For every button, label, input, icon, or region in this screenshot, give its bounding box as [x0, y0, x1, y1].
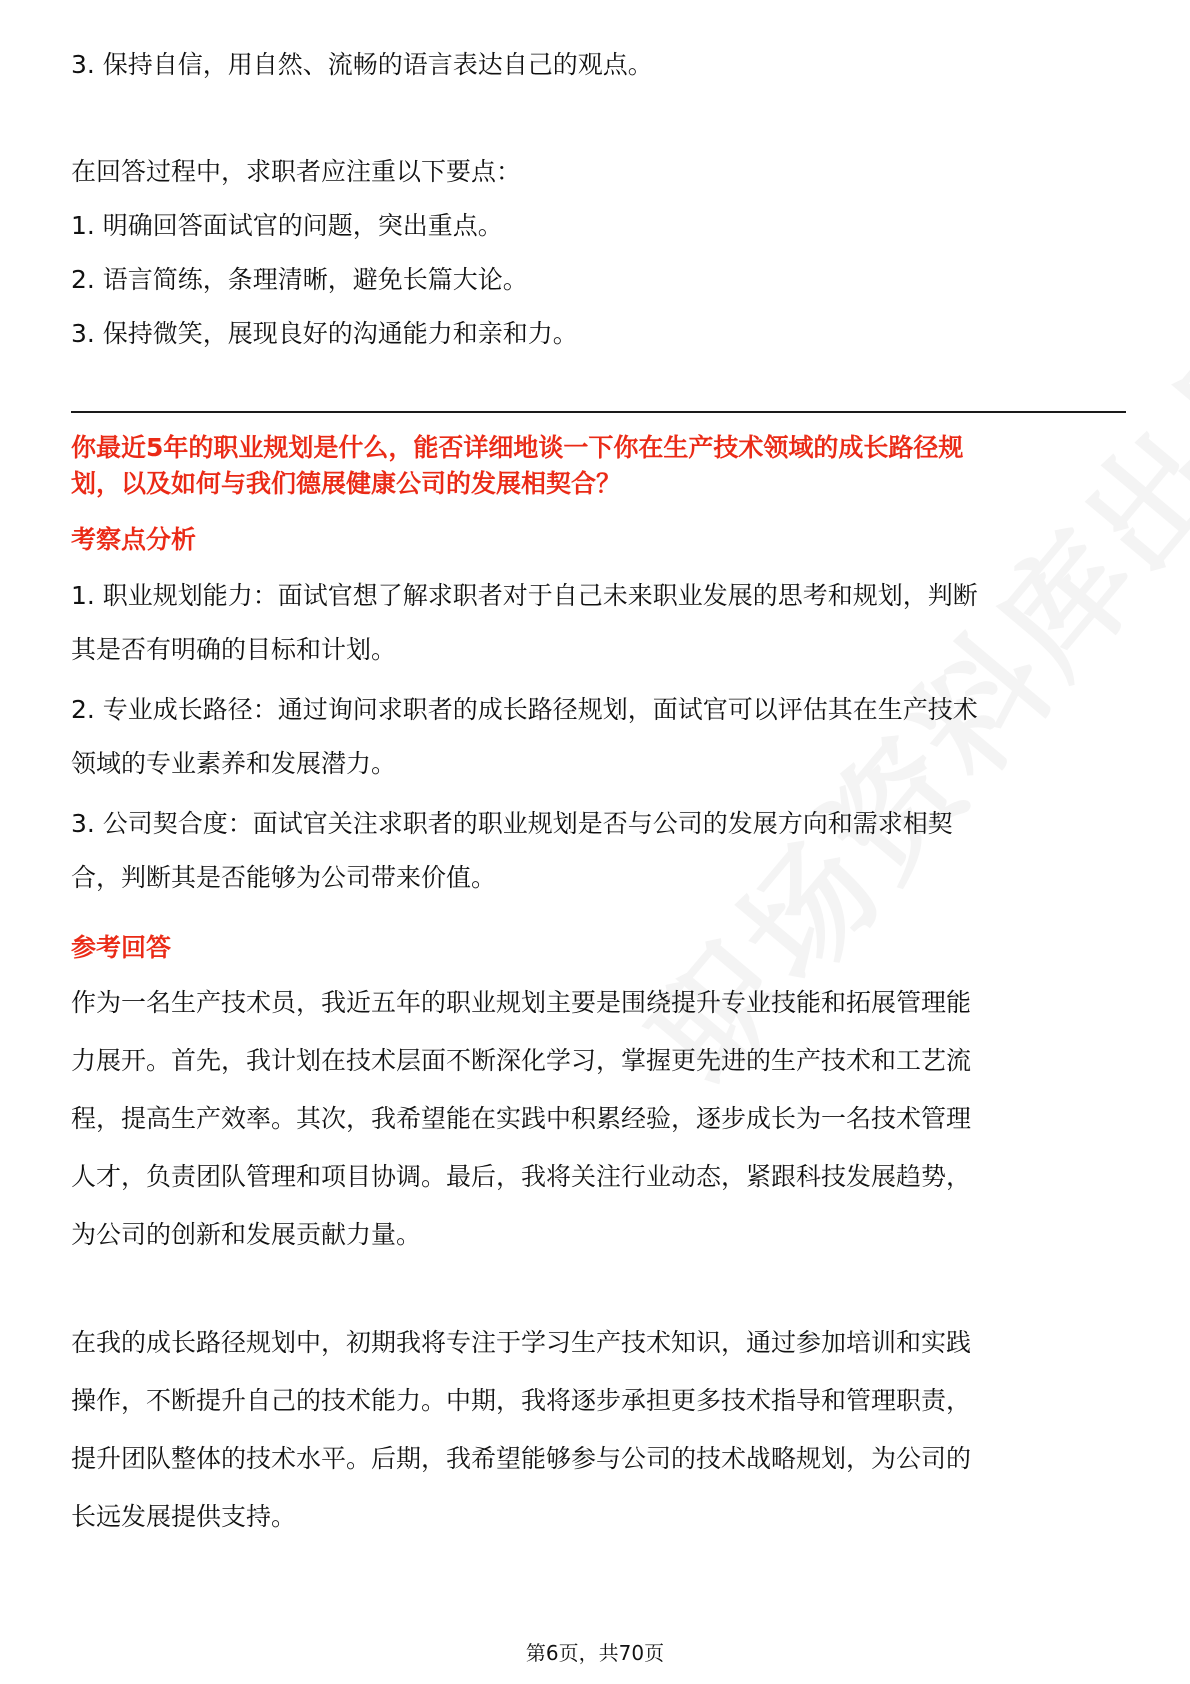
answer-paragraph-2-line-3: 提升团队整体的技术水平。后期，我希望能够参与公司的技术战略规划，为公司的: [71, 1444, 972, 1473]
analysis-point-2-cont: 领域的专业素养和发展潜力。: [71, 749, 397, 778]
answer-paragraph-1-line-3: 程，提高生产效率。其次，我希望能在实践中积累经验，逐步成长为一名技术管理: [71, 1104, 972, 1133]
reference-answer-heading: 参考回答: [71, 933, 172, 962]
analysis-point-2: 2. 专业成长路径：通过询问求职者的成长路径规划，面试官可以评估其在生产技术: [71, 695, 978, 724]
tip-item-3: 3. 保持自信，用自然、流畅的语言表达自己的观点。: [71, 50, 653, 79]
section-divider: [71, 411, 1126, 413]
answer-paragraph-2-line-1: 在我的成长路径规划中，初期我将专注于学习生产技术知识，通过参加培训和实践: [71, 1328, 972, 1357]
answer-paragraph-2-line-4: 长远发展提供支持。: [71, 1502, 297, 1531]
analysis-point-3-cont: 合，判断其是否能够为公司带来价值。: [71, 863, 497, 892]
answer-tips-intro: 在回答过程中，求职者应注重以下要点：: [71, 157, 522, 186]
answer-paragraph-1-line-1: 作为一名生产技术员，我近五年的职业规划主要是围绕提升专业技能和拓展管理能: [71, 988, 972, 1017]
answer-tip-1: 1. 明确回答面试官的问题，突出重点。: [71, 211, 503, 240]
answer-tip-2: 2. 语言简练，条理清晰，避免长篇大论。: [71, 265, 528, 294]
answer-tip-3: 3. 保持微笑，展现良好的沟通能力和亲和力。: [71, 319, 578, 348]
analysis-point-1: 1. 职业规划能力：面试官想了解求职者对于自己未来职业发展的思考和规划，判断: [71, 581, 978, 610]
answer-paragraph-1-line-2: 力展开。首先，我计划在技术层面不断深化学习，掌握更先进的生产技术和工艺流: [71, 1046, 972, 1075]
answer-paragraph-2-line-2: 操作，不断提升自己的技术能力。中期，我将逐步承担更多技术指导和管理职责，: [71, 1386, 972, 1415]
question-title-line-1: 你最近5年的职业规划是什么，能否详细地谈一下你在生产技术领域的成长路径规: [71, 433, 964, 462]
page-number: 第6页，共70页: [525, 1641, 665, 1665]
analysis-heading: 考察点分析: [71, 525, 197, 554]
answer-paragraph-1-line-5: 为公司的创新和发展贡献力量。: [71, 1220, 422, 1249]
analysis-point-1-cont: 其是否有明确的目标和计划。: [71, 635, 397, 664]
analysis-point-3: 3. 公司契合度：面试官关注求职者的职业规划是否与公司的发展方向和需求相契: [71, 809, 953, 838]
question-title-line-2: 划，以及如何与我们德展健康公司的发展相契合？: [71, 469, 622, 498]
answer-paragraph-1-line-4: 人才，负责团队管理和项目协调。最后，我将关注行业动态，紧跟科技发展趋势，: [71, 1162, 972, 1191]
